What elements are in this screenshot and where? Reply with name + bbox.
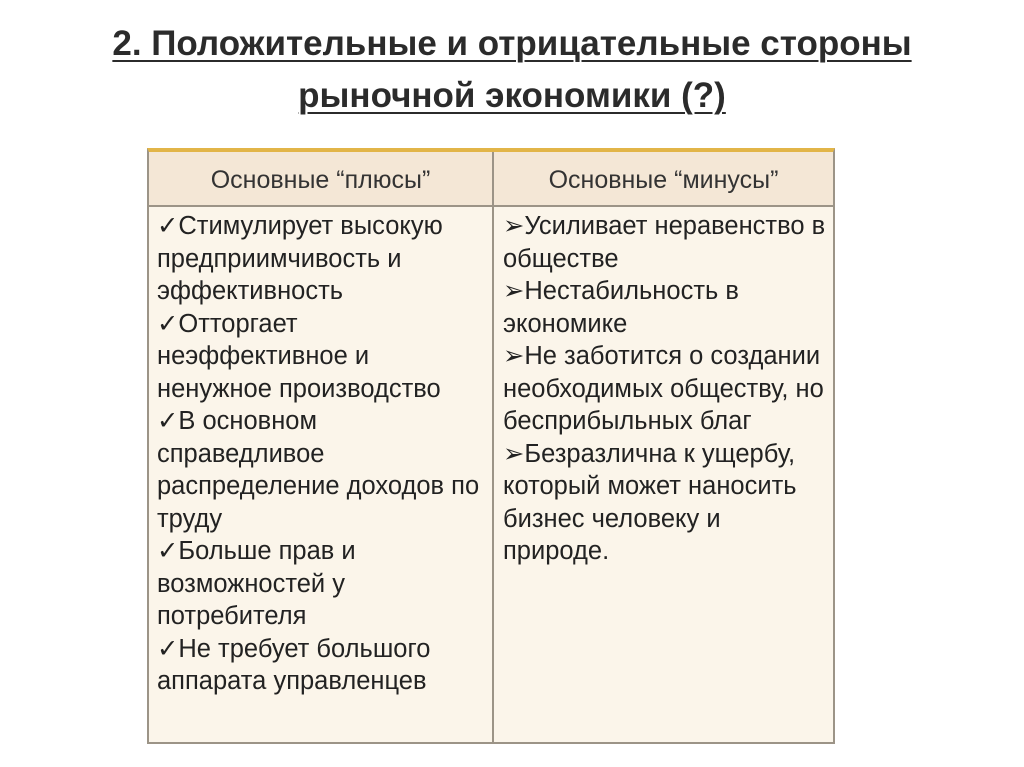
header-pros: Основные “плюсы” bbox=[210, 166, 431, 194]
pros-item bbox=[157, 405, 487, 535]
checkmark-icon: ✓ bbox=[157, 309, 179, 338]
cons-item-text: Не заботится о создании необходимых обществу, но бесприбыльных благ bbox=[503, 342, 824, 435]
pros-item bbox=[157, 535, 487, 633]
checkmark-icon: ✓ bbox=[157, 634, 179, 663]
pros-item bbox=[157, 210, 487, 308]
cons-item-text: Безразлична к ущербу, который может наносить бизнес человеку и природе. bbox=[503, 439, 797, 565]
checkmark-icon: ✓ bbox=[157, 537, 179, 565]
column-divider bbox=[492, 152, 494, 742]
slide-title-line-1: 2. Положительные и отрицательные стороны bbox=[112, 24, 912, 63]
slide-title-line-2: рыночной экономики (?) bbox=[298, 76, 726, 115]
checkmark-icon: ✓ bbox=[157, 212, 179, 240]
slide-title bbox=[0, 18, 1024, 122]
cons-item bbox=[503, 210, 829, 275]
arrowhead-bullet-icon: ➢ bbox=[503, 342, 525, 370]
arrowhead-bullet-icon: ➢ bbox=[503, 212, 525, 240]
pros-cons-table bbox=[147, 148, 835, 744]
checkmark-icon: ✓ bbox=[157, 407, 179, 435]
cons-column bbox=[503, 210, 829, 568]
cons-item bbox=[503, 438, 829, 568]
pros-item-text: Стимулирует высокую предприимчивость и эффективность bbox=[157, 212, 443, 305]
pros-item bbox=[157, 308, 487, 406]
cons-item-text: Нестабильность в экономике bbox=[503, 277, 739, 338]
pros-item-text: Не требует большого аппарата управленцев bbox=[157, 634, 431, 695]
arrowhead-bullet-icon: ➢ bbox=[503, 277, 525, 305]
cons-item-text: Усиливает неравенство в обществе bbox=[503, 212, 826, 273]
table-header-row bbox=[149, 152, 833, 207]
cons-item bbox=[503, 275, 829, 340]
pros-item-text: В основном справедливое распределение доходов по труду bbox=[157, 407, 480, 533]
pros-column bbox=[157, 210, 487, 698]
pros-item-text: Больше прав и возможностей у потребителя bbox=[157, 537, 356, 630]
pros-item-text: Отторгает неэффективное и ненужное производство bbox=[157, 309, 441, 403]
cons-item bbox=[503, 340, 829, 438]
arrowhead-bullet-icon: ➢ bbox=[503, 439, 525, 468]
pros-item bbox=[157, 633, 487, 698]
header-cons: Основные “минусы” bbox=[548, 166, 779, 194]
